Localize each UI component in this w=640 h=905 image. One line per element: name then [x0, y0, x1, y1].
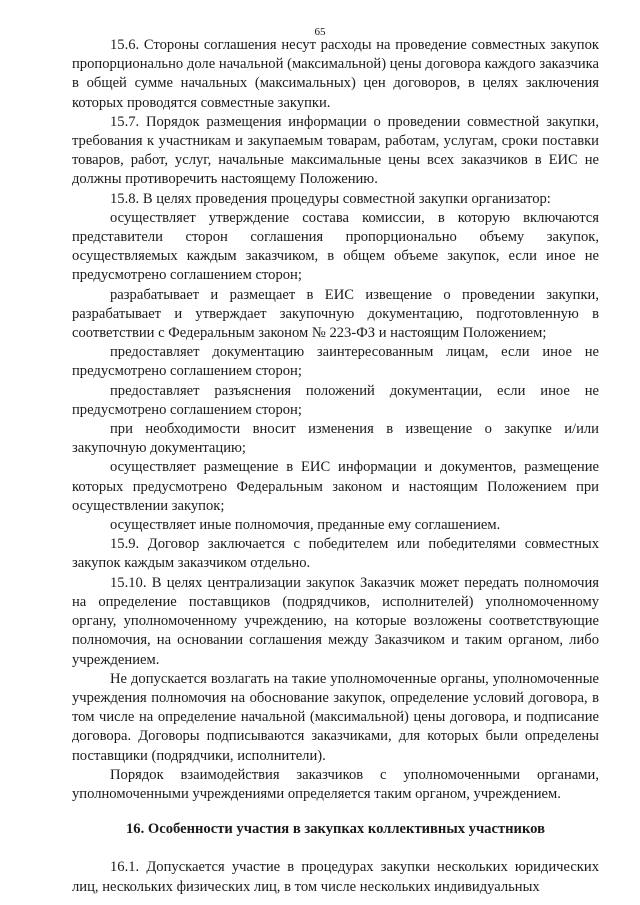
paragraph-restrictions: Не допускается возлагать на такие уполномоченные органы, уполномоченные учреждения полномочия на обоснование закупок, определение условий договора, в том числе на определение начальной (максимальной) цены договора, и подписание договора. Договоры подписываются заказчиками, для которых были определены поставщики (подрядчики, исполнители). — [72, 670, 599, 764]
list-item-changes: при необходимости вносит изменения в извещение о закупке и/или закупочную документацию; — [72, 421, 599, 457]
paragraph-interaction: Порядок взаимодействия заказчиков с уполномоченными органами, уполномоченными учреждениями определяется таким органом, учреждением. — [72, 766, 599, 802]
document-body — [72, 36, 599, 897]
list-item-documentation: предоставляет документацию заинтересованным лицам, если иное не предусмотрено соглашением сторон; — [72, 344, 599, 380]
paragraph-15-10: 15.10. В целях централизации закупок Заказчик может передать полномочия на определение поставщиков (подрядчиков, исполнителей) уполномоченному органу, уполномоченному учреждению, на которые возложены соответствующие полномочия, на основании соглашения между Заказчиком и таким органом, либо учреждением. — [72, 574, 599, 668]
list-item-commission: осуществляет утверждение состава комиссии, в которую включаются представители сторон соглашения пропорционально объему закупок, осуществляемых каждым заказчиком, в общем объеме закупок, если иное не предусмотрено соглашением сторон; — [72, 209, 599, 284]
list-item-notice: разрабатывает и размещает в ЕИС извещение о проведении закупки, разрабатывает и утверждает закупочную документацию, подготовленную в соответствии с Федеральным законом № 223-ФЗ и настоящим Положением; — [72, 286, 599, 342]
section-heading: 16. Особенности участия в закупках коллективных участников — [126, 821, 545, 838]
list-item-publication: осуществляет размещение в ЕИС информации и документов, размещение которых предусмотрено Федеральным законом и настоящим Положением при осуществлении закупок; — [72, 459, 599, 514]
list-item-other-powers: осуществляет иные полномочия, преданные ему соглашением. — [110, 517, 501, 534]
paragraph-15-7: 15.7. Порядок размещения информации о проведении совместной закупки, требования к участникам и закупаемым товарам, работам, услугам, сроки поставки товаров, работ, услуг, начальные максимальные цены всех заказчиков в ЕИС не должны противоречить настоящему Положению. — [72, 113, 599, 188]
paragraph-15-9: 15.9. Договор заключается с победителем или победителями совместных закупок каждым заказчиком отдельно. — [72, 536, 599, 572]
paragraph-16-1: 16.1. Допускается участие в процедурах закупки нескольких юридических лиц, нескольких физических лиц, в том числе нескольких индивидуальных — [72, 859, 599, 895]
list-item-clarifications: предоставляет разъяснения положений документации, если иное не предусмотрено соглашением сторон; — [72, 382, 599, 418]
page-number: 65 — [314, 26, 326, 38]
paragraph-15-6: 15.6. Стороны соглашения несут расходы на проведение совместных закупок пропорционально доле начальной (максимальной) цены договора каждого заказчика в общей сумме начальных (максимальных) цен договоров, в целях заключения которых проводятся совместные закупки. — [72, 37, 599, 111]
paragraph-15-8: 15.8. В целях проведения процедуры совместной закупки организатор: — [110, 190, 551, 207]
